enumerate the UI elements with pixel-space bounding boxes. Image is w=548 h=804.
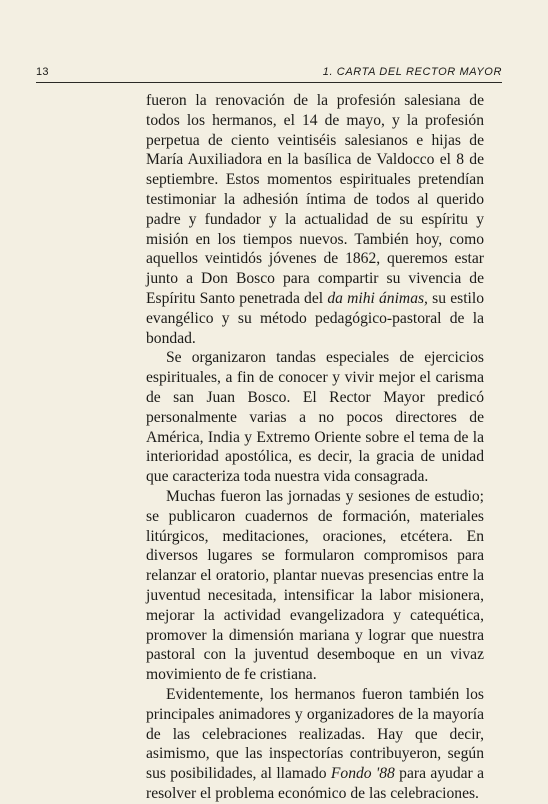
paragraph-text: Evidentemente, los hermanos fueron también los principales animadores y organizadores de la mayoría de las celebraciones realizadas. Hay que decir, asimismo, que las inspectorías contribuyeron, según sus posibilidades, al llamado: [146, 685, 484, 783]
running-head: [36, 66, 502, 83]
italic-phrase: Fondo '88: [330, 765, 395, 783]
italic-phrase: da mihi ánimas,: [327, 289, 428, 307]
paragraph-text: para ayudar a resolver el problema económico de las celebraciones.: [146, 765, 484, 802]
paragraph: [146, 91, 484, 348]
paragraph-text: fueron la renovación de la profesión salesiana de todos los hermanos, el 14 de mayo, y la profesión perpetua de ciento veintiséis salesianos e hijas de María Auxiliadora en la basílica de Valdocco el 8 de septiembre. Estos momentos espirituales pretendían testimoniar la adhesión íntima de todos al querido padre y fundador y la actualidad de su espíritu y misión en los tiempos nuevos. También hoy, como aquellos veintidós jóvenes de 1862, queremos estar junto a Don Bosco para compartir su vivencia de Espíritu Santo penetrada del: [146, 92, 484, 307]
paragraph: Se organizaron tandas especiales de ejercicios espirituales, a fin de conocer y vivir mejor el carisma de san Juan Bosco. El Rector Mayor predicó personalmente varias a no pocos directores de América, India y Extremo Oriente sobre el tema de la interioridad apostólica, es decir, la gracia de unidad que caracteriza toda nuestra vida consagrada.: [146, 349, 484, 486]
paragraph: [146, 685, 484, 804]
page-number: 13: [36, 66, 49, 78]
paragraph-text: su estilo evangélico y su método pedagógico-pastoral de la bondad.: [146, 289, 484, 347]
chapter-title: 1. CARTA DEL RECTOR MAYOR: [322, 66, 502, 78]
paragraph: Muchas fueron las jornadas y sesiones de estudio; se publicaron cuadernos de formación, materiales litúrgicos, meditaciones, oraciones, etcétera. En diversos lugares se formularon compromisos para relanzar el oratorio, plantar nuevas presencias entre la juventud necesitada, intensificar la labor misionera, mejorar la actividad evangelizadora y catequética, promover la dimensión mariana y lograr que nuestra pastoral con la juventud desemboque en un vivaz movimiento de fe cristiana.: [146, 487, 484, 684]
body-text: [146, 91, 484, 804]
